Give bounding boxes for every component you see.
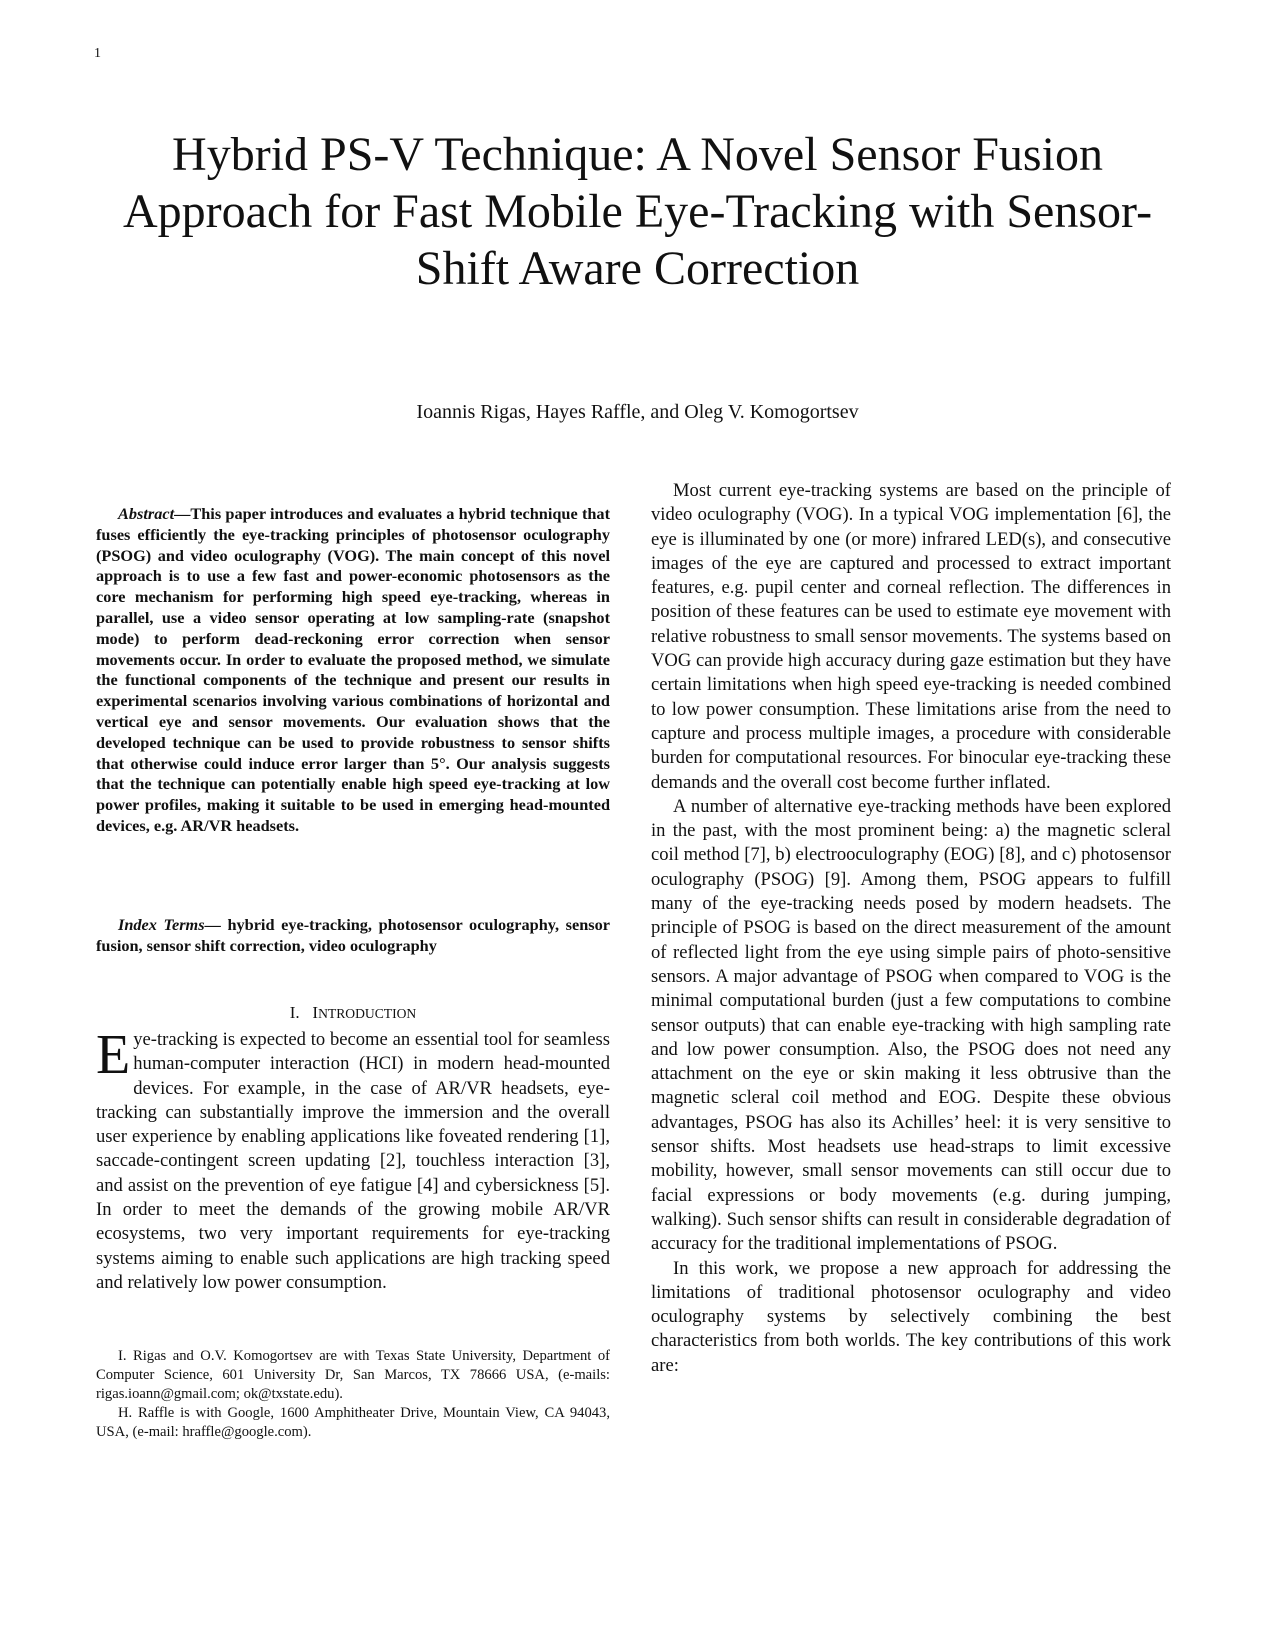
body-paragraph: Most current eye-tracking systems are based on the principle of video oculography (VOG). In a typical VOG implementation [6], the eye is illuminated by one (or more) infrared LED(s), and consecutive images of the eye are captured and processed to extract important features, e.g. pupil center and corneal reflection. The differences in position of these features can be used to estimate eye movement with relative robustness to small sensor movements. The systems based on VOG can provide high accuracy during gaze estimation but they have certain limitations when high speed eye-tracking is needed combined to low power consumption. These limitations arise from the need to capture and process multiple images, a procedure with considerable burden for computational resources. For binocular eye-tracking these demands and the overall cost become further inflated. [651, 480, 1171, 793]
section-title [312, 1003, 416, 1022]
footnote-affiliation-1: I. Rigas and O.V. Komogortsev are with Texas State University, Department of Computer Science, 601 University Dr, San Marcos, TX 78666 USA, (e-mails: rigas.ioann@gmail.com; ok@txstate.edu). [96, 1348, 610, 1402]
abstract [96, 504, 610, 837]
index-terms-text: hybrid eye-tracking, photosensor oculography, sensor fusion, sensor shift correction, video oculography [96, 915, 610, 955]
intro-paragraph [96, 1024, 610, 1295]
footnote-affiliation-2: H. Raffle is with Google, 1600 Amphitheater Drive, Mountain View, CA 94043, USA, (e-mail: hraffle@google.com). [96, 1405, 610, 1440]
section-heading-introduction [96, 1003, 610, 1023]
abstract-label: Abstract [118, 504, 175, 523]
page-number: 1 [94, 46, 101, 61]
abstract-text: This paper introduces and evaluates a hybrid technique that fuses efficiently the eye-tracking principles of photosensor oculography (PSOG) and video oculography (VOG). The main concept of this novel approach is to use a few fast and power-economic photosensors as the core mechanism for performing high speed eye-tracking, whereas in parallel, use a video sensor operating at low sampling-rate (snapshot mode) to perform dead-reckoning error correction when sensor movements occur. In order to evaluate the proposed method, we simulate the functional components of the technique and present our results in experimental scenarios involving various combinations of horizontal and vertical eye and sensor movements. Our evaluation shows that the developed technique can be used to provide robustness to sensor shifts that otherwise could induce error larger than 5°. Our analysis suggests that the technique can potentially enable high speed eye-tracking at low power profiles, making it suitable to be used in emerging head-mounted devices, e.g. AR/VR headsets. [96, 504, 610, 835]
drop-cap: E [96, 1024, 131, 1086]
author-footnotes [96, 1347, 610, 1442]
index-terms-dash: — [204, 915, 228, 934]
intro-text: ye-tracking is expected to become an essential tool for seamless human-computer interaction (HCI) in modern head-mounted devices. For example, in the case of AR/VR headsets, eye-tracking can substantially improve the immersion and the overall user experience by enabling applications like foveated rendering [1], saccade-contingent screen updating [2], touchless interaction [3], and assist on the prevention of eye fatigue [4] and cybersickness [5]. In order to meet the demands of the growing mobile AR/VR ecosystems, two very important requirements for eye-tracking systems aiming to enable such applications are high tracking speed and relatively low power consumption. [96, 1029, 610, 1293]
abstract-dash: — [174, 504, 191, 523]
index-terms-label: Index Terms [118, 915, 205, 934]
section-number: I. [289, 1003, 300, 1022]
author-list: Ioannis Rigas, Hayes Raffle, and Oleg V. Komogortsev [416, 401, 859, 423]
body-paragraph: A number of alternative eye-tracking methods have been explored in the past, with the most prominent being: a) the magnetic scleral coil method [7], b) electrooculography (EOG) [8], and c) photosensor oculography (PSOG) [9]. Among them, PSOG appears to fulfill many of the eye-tracking needs posed by modern headsets. The principle of PSOG is based on the direct measurement of the amount of reflected light from the eye using simple pairs of photo-sensitive sensors. A major advantage of PSOG when compared to VOG is the minimal computational burden (just a few computations to combine sensor outputs) that can enable eye-tracking with high sampling rate and low power consumption. Also, the PSOG does not need any attachment on the eye or skin making it less obtrusive than the magnetic scleral coil method and EOG. Despite these obvious advantages, PSOG has also its Achilles’ heel: it is very sensitive to sensor shifts. Most headsets use head-straps to limit excessive mobility, however, small sensor movements can still occur due to facial expressions or body movements (e.g. during jumping, walking). Such sensor shifts can result in considerable degradation of accuracy for the traditional implementations of PSOG. [651, 795, 1171, 1255]
section-title-rest: NTRODUCTION [318, 1006, 417, 1021]
body-paragraph: In this work, we propose a new approach for addressing the limitations of traditional photosensor oculography and video oculography systems by selectively combining the best characteristics from both worlds. The key contributions of this work are: [651, 1257, 1171, 1376]
index-terms [96, 914, 610, 956]
section-title-first-letter: I [312, 1003, 319, 1022]
right-column [651, 479, 1171, 1378]
paper-title: Hybrid PS-V Technique: A Novel Sensor Fusion Approach for Fast Mobile Eye-Tracking with Sensor-Shift Aware Correction [122, 128, 1153, 295]
